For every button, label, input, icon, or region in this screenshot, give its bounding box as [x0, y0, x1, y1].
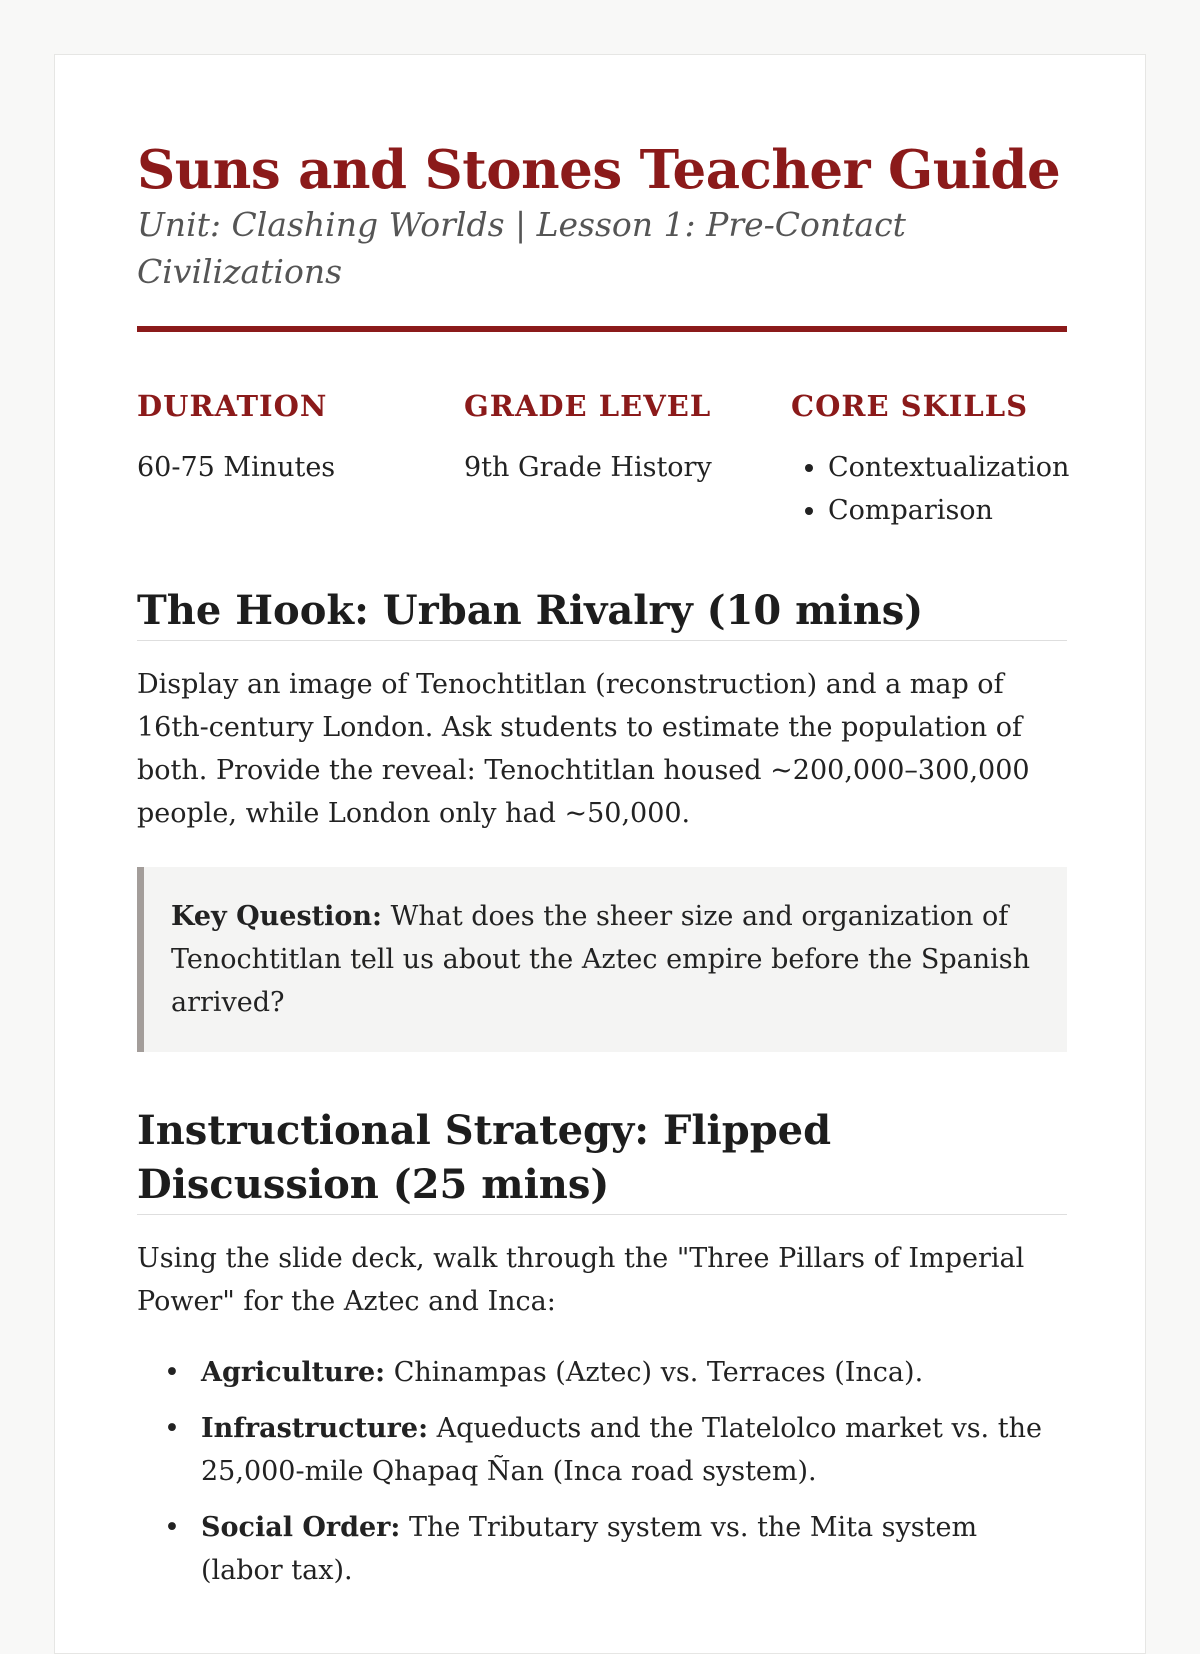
pillars-list — [137, 1351, 1067, 1592]
meta-grade — [464, 388, 791, 532]
document-page — [54, 54, 1146, 1654]
grade-value: 9th Grade History — [464, 452, 712, 483]
duration-label: DURATION — [137, 389, 328, 423]
strategy-heading: Instructional Strategy: Flipped Discussion (25 mins) — [137, 1104, 1067, 1215]
key-question-callout — [137, 867, 1067, 1052]
hook-body: Display an image of Tenochtitlan (reconstruction) and a map of 16th-century London. Ask students to estimate the population of both. Provide the reveal: Tenochtitlan housed ~200,000–300,000 people, while London only had ~50,000. — [137, 669, 1030, 829]
key-question-text: What does the sheer size and organization of Tenochtitlan tell us about the Aztec empire before the Spanish arrived? — [171, 901, 1031, 1018]
document-content — [137, 55, 1070, 1605]
hook-heading: The Hook: Urban Rivalry (10 mins) — [137, 584, 1067, 641]
title-divider — [137, 326, 1067, 332]
bullet-icon: • — [164, 1357, 180, 1388]
pillar-text: Chinampas (Aztec) vs. Terraces (Inca). — [385, 1357, 924, 1388]
meta-skills — [791, 388, 1070, 532]
key-question-label: Key Question: — [171, 901, 383, 932]
pillar-item — [164, 1506, 1067, 1592]
pillar-text: The Tributary system vs. the Mita system (labor tax). — [201, 1512, 978, 1586]
meta-duration — [137, 388, 464, 532]
lesson-meta — [137, 388, 1070, 532]
pillar-item — [164, 1407, 1067, 1493]
skills-label: CORE SKILLS — [791, 389, 1029, 423]
pillar-label: Agriculture: — [201, 1357, 386, 1388]
bullet-icon: • — [164, 1413, 180, 1444]
pillar-label: Social Order: — [201, 1512, 401, 1543]
skills-list — [791, 446, 1070, 532]
pillar-text: Aqueducts and the Tlatelolco market vs. the 25,000-mile Qhapaq Ñan (Inca road system). — [201, 1413, 1042, 1487]
strategy-intro: Using the slide deck, walk through the "Three Pillars of Imperial Power" for the Aztec and Inca: — [137, 1243, 1025, 1317]
page-title: Suns and Stones Teacher Guide — [137, 139, 1061, 201]
grade-label: GRADE LEVEL — [464, 389, 712, 423]
pillar-item — [164, 1351, 1067, 1394]
bullet-icon: • — [164, 1512, 180, 1543]
page-subtitle: Unit: Clashing Worlds | Lesson 1: Pre-Contact Civilizations — [137, 205, 906, 291]
duration-value: 60-75 Minutes — [137, 452, 336, 483]
skill-item: • Contextualization — [828, 446, 1067, 489]
pillar-label: Infrastructure: — [201, 1413, 429, 1444]
skill-item: • Comparison — [828, 489, 1067, 532]
